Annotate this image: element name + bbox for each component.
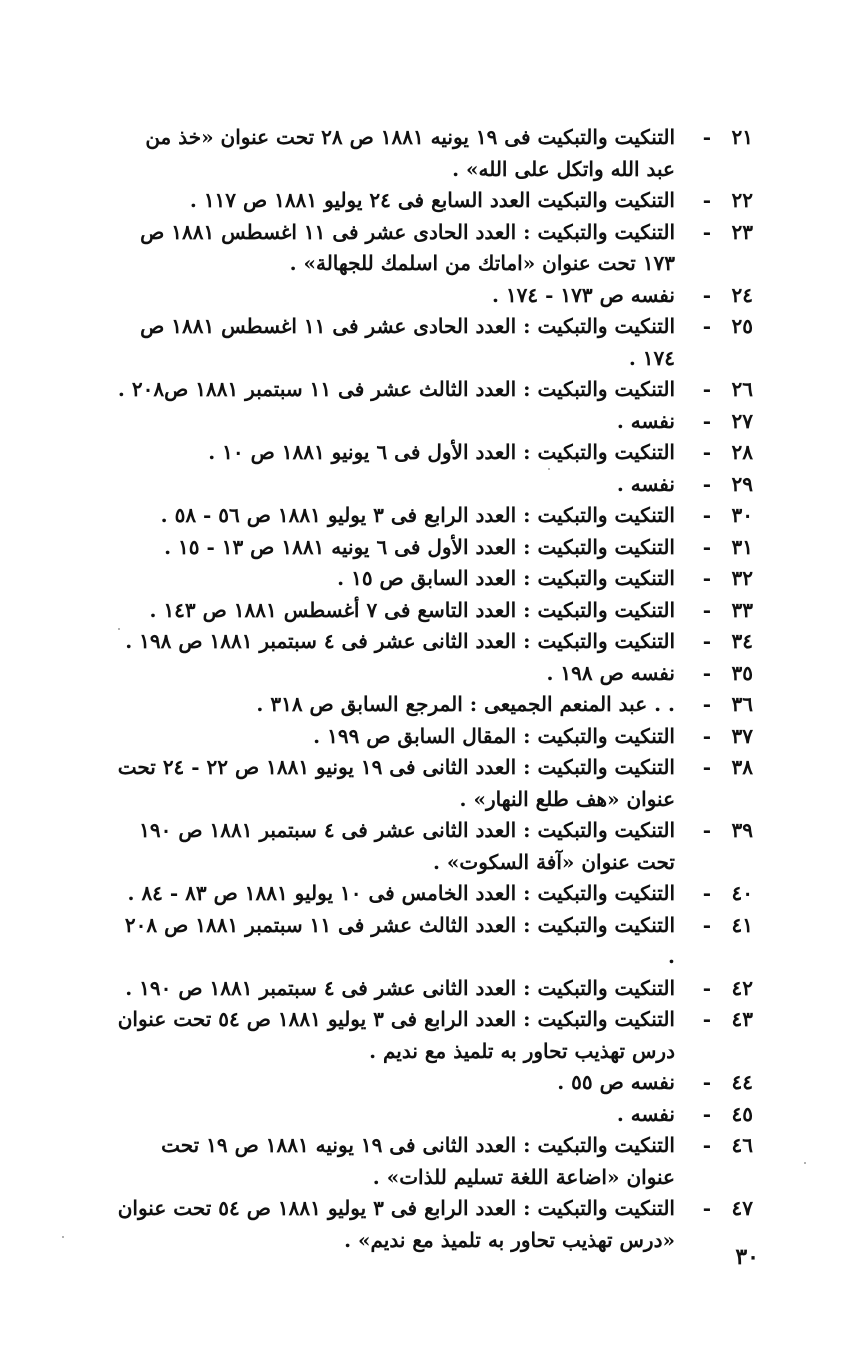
footnote-dash: -: [702, 1133, 711, 1157]
footnote-dash: -: [702, 1070, 711, 1094]
footnote-text: التنكيت والتبكيت : العدد التاسع فى ٧ أغسطس ١٨٨١ ص ١٤٣ .: [149, 597, 675, 622]
scan-speck: [548, 468, 550, 470]
footnote-text: نفسه ص ١٧٣ - ١٧٤ .: [492, 282, 675, 307]
footnote-number: ٤٥: [731, 1101, 753, 1126]
footnote-text: . . عبد المنعم الجميعى : المرجع السابق ص ٣١٨ .: [256, 692, 675, 716]
footnote-number: ٣٤: [731, 629, 753, 653]
footnote-dash: -: [702, 597, 711, 622]
footnote-dash: -: [702, 723, 711, 748]
footnote-text: التنكيت والتبكيت : العدد الحادى عشر فى ١١ اغسطس ١٨٨١ ص ١٧٣ تحت عنوان «اماتك من اسلمك للجهالة» .: [140, 219, 675, 275]
footnotes-list: [113, 122, 753, 1256]
footnote-dash: -: [702, 881, 711, 905]
footnote-item: [113, 689, 753, 721]
footnote-dash: -: [702, 377, 711, 401]
footnote-dash: -: [702, 188, 711, 212]
footnote-number: ٢٦: [731, 377, 753, 401]
footnote-text: التنكيت والتبكيت : العدد الثانى فى ١٩ يونيه ١٨٨١ ص ١٩ تحت عنوان «اضاعة اللغة تسليم للذات» .: [161, 1133, 675, 1189]
footnote-text: التنكيت والتبكيت : العدد الأول فى ٦ يونيه ١٨٨١ ص ١٣ - ١٥ .: [164, 534, 675, 559]
footnote-dash: -: [702, 755, 711, 779]
footnote-text: التنكيت والتبكيت : العدد الأول فى ٦ يونيو ١٨٨١ ص ١٠ .: [208, 440, 675, 464]
footnote-item: [113, 469, 753, 501]
footnote-number: ٢٩: [731, 471, 753, 496]
footnote-text: نفسه .: [616, 408, 675, 433]
footnote-number: ٣٢: [731, 566, 753, 590]
footnote-item: [113, 406, 753, 438]
scan-speck: [118, 628, 120, 630]
footnote-text: التنكيت والتبكيت : العدد الثالث عشر فى ١١ سبتمبر ١٨٨١ ص ٢٠٨ .: [124, 912, 675, 968]
footnote-text: التنكيت والتبكيت : العدد الخامس فى ١٠ يوليو ١٨٨١ ص ٨٣ - ٨٤ .: [127, 881, 675, 905]
footnote-text: التنكيت والتبكيت : العدد الثانى عشر فى ٤ سبتمبر ١٨٨١ ص ١٩٠ تحت عنوان «آفة السكوت» .: [139, 818, 675, 874]
footnote-dash: -: [702, 566, 711, 590]
footnote-dash: -: [702, 503, 711, 527]
footnote-item: [113, 1193, 753, 1256]
footnote-number: ٢٤: [731, 282, 753, 307]
footnote-text: التنكيت والتبكيت : العدد الرابع فى ٣ يوليو ١٨٨١ ص ٥٤ تحت عنوان درس تهذيب تحاور به تلميذ مع نديم .: [117, 1007, 675, 1063]
scan-speck: [804, 1162, 806, 1164]
footnote-item: [113, 973, 753, 1005]
footnote-text: التنكيت والتبكيت العدد السابع فى ٢٤ يوليو ١٨٨١ ص ١١٧ .: [189, 188, 675, 212]
footnote-dash: -: [702, 629, 711, 653]
footnote-number: ٤٢: [731, 975, 753, 1000]
footnote-number: ٢٣: [731, 219, 753, 244]
footnote-number: ٣٩: [731, 818, 753, 842]
footnote-item: [113, 500, 753, 532]
footnote-text: نفسه .: [616, 1101, 675, 1126]
footnote-text: التنكيت والتبكيت : العدد الحادى عشر فى ١١ اغسطس ١٨٨١ ص ١٧٤ .: [140, 314, 675, 370]
footnote-number: ٤٦: [731, 1133, 753, 1157]
footnote-number: ٣٥: [731, 660, 753, 685]
footnote-dash: -: [702, 1007, 711, 1031]
footnote-dash: -: [702, 440, 711, 464]
footnote-dash: -: [702, 660, 711, 685]
footnote-item: [113, 878, 753, 910]
footnote-item: [113, 532, 753, 564]
footnote-number: ٢١: [731, 125, 753, 149]
footnote-item: [113, 1067, 753, 1099]
footnote-number: ٣٧: [731, 723, 753, 748]
footnote-number: ٢٨: [731, 440, 753, 464]
footnote-item: [113, 311, 753, 374]
footnote-text: التنكيت والتبكيت : العدد الثانى عشر فى ٤ سبتمبر ١٨٨١ ص ١٩٠ .: [125, 975, 675, 1000]
footnote-dash: -: [702, 818, 711, 842]
footnote-text: التنكيت والتبكيت : المقال السابق ص ١٩٩ .: [313, 723, 675, 748]
footnote-item: [113, 374, 753, 406]
footnote-item: [113, 217, 753, 280]
footnote-dash: -: [702, 912, 711, 937]
footnote-item: [113, 626, 753, 658]
footnote-dash: -: [702, 125, 711, 149]
footnote-item: [113, 185, 753, 217]
footnote-number: ٣٠: [731, 503, 753, 527]
footnote-number: ٢٧: [731, 408, 753, 433]
footnote-text: التنكيت والتبكيت : العدد السابق ص ١٥ .: [337, 566, 675, 590]
footnote-number: ٣٣: [731, 597, 753, 622]
footnote-dash: -: [702, 1196, 711, 1220]
footnote-item: [113, 1130, 753, 1193]
footnote-item: [113, 910, 753, 973]
footnote-text: التنكيت والتبكيت : العدد الرابع فى ٣ يوليو ١٨٨١ ص ٥٦ - ٥٨ .: [160, 503, 675, 527]
footnote-text: التنكيت والتبكيت : العدد الرابع فى ٣ يوليو ١٨٨١ ص ٥٤ تحت عنوان «درس تهذيب تحاور به تلميذ مع نديم» .: [117, 1196, 675, 1252]
footnote-item: [113, 721, 753, 753]
footnote-item: [113, 437, 753, 469]
footnote-text: نفسه ص ٥٥ .: [557, 1070, 675, 1094]
footnote-number: ٤٣: [731, 1007, 753, 1031]
footnote-item: [113, 122, 753, 185]
footnote-dash: -: [702, 408, 711, 433]
footnote-text: التنكيت والتبكيت : العدد الثانى عشر فى ٤ سبتمبر ١٨٨١ ص ١٩٨ .: [125, 629, 675, 653]
footnote-item: [113, 752, 753, 815]
footnote-item: [113, 658, 753, 690]
footnote-number: ٤٠: [731, 881, 753, 905]
footnote-number: ٤١: [731, 912, 753, 937]
footnote-number: ٤٤: [731, 1070, 753, 1094]
footnote-item: [113, 595, 753, 627]
footnote-item: [113, 815, 753, 878]
footnote-number: ٣٨: [731, 755, 753, 779]
page-number: ٣٠: [735, 1244, 759, 1270]
footnote-dash: -: [702, 692, 711, 716]
footnote-text: نفسه .: [616, 471, 675, 496]
footnote-item: [113, 563, 753, 595]
footnote-dash: -: [702, 975, 711, 1000]
scan-speck: [62, 1236, 64, 1238]
footnote-item: [113, 1004, 753, 1067]
footnote-number: ٤٧: [731, 1196, 753, 1220]
footnote-text: التنكيت والتبكيت فى ١٩ يونيه ١٨٨١ ص ٢٨ تحت عنوان «خذ من عبد الله واتكل على الله» .: [145, 125, 675, 181]
footnote-item: [113, 1099, 753, 1131]
footnote-dash: -: [702, 471, 711, 496]
footnote-text: التنكيت والتبكيت : العدد الثالث عشر فى ١١ سبتمبر ١٨٨١ ص٢٠٨ .: [117, 377, 675, 401]
footnote-item: [113, 280, 753, 312]
footnote-number: ٣٦: [731, 692, 753, 716]
footnote-dash: -: [702, 314, 711, 338]
footnote-text: التنكيت والتبكيت : العدد الثانى فى ١٩ يونيو ١٨٨١ ص ٢٢ - ٢٤ تحت عنوان «هف طلع النهار» .: [117, 755, 675, 811]
footnote-dash: -: [702, 534, 711, 559]
footnote-text: نفسه ص ١٩٨ .: [546, 660, 675, 685]
footnote-dash: -: [702, 282, 711, 307]
footnote-number: ٣١: [731, 534, 753, 559]
footnote-number: ٢٢: [731, 188, 753, 212]
footnote-dash: -: [702, 1101, 711, 1126]
footnote-number: ٢٥: [731, 314, 753, 338]
footnote-dash: -: [702, 219, 711, 244]
